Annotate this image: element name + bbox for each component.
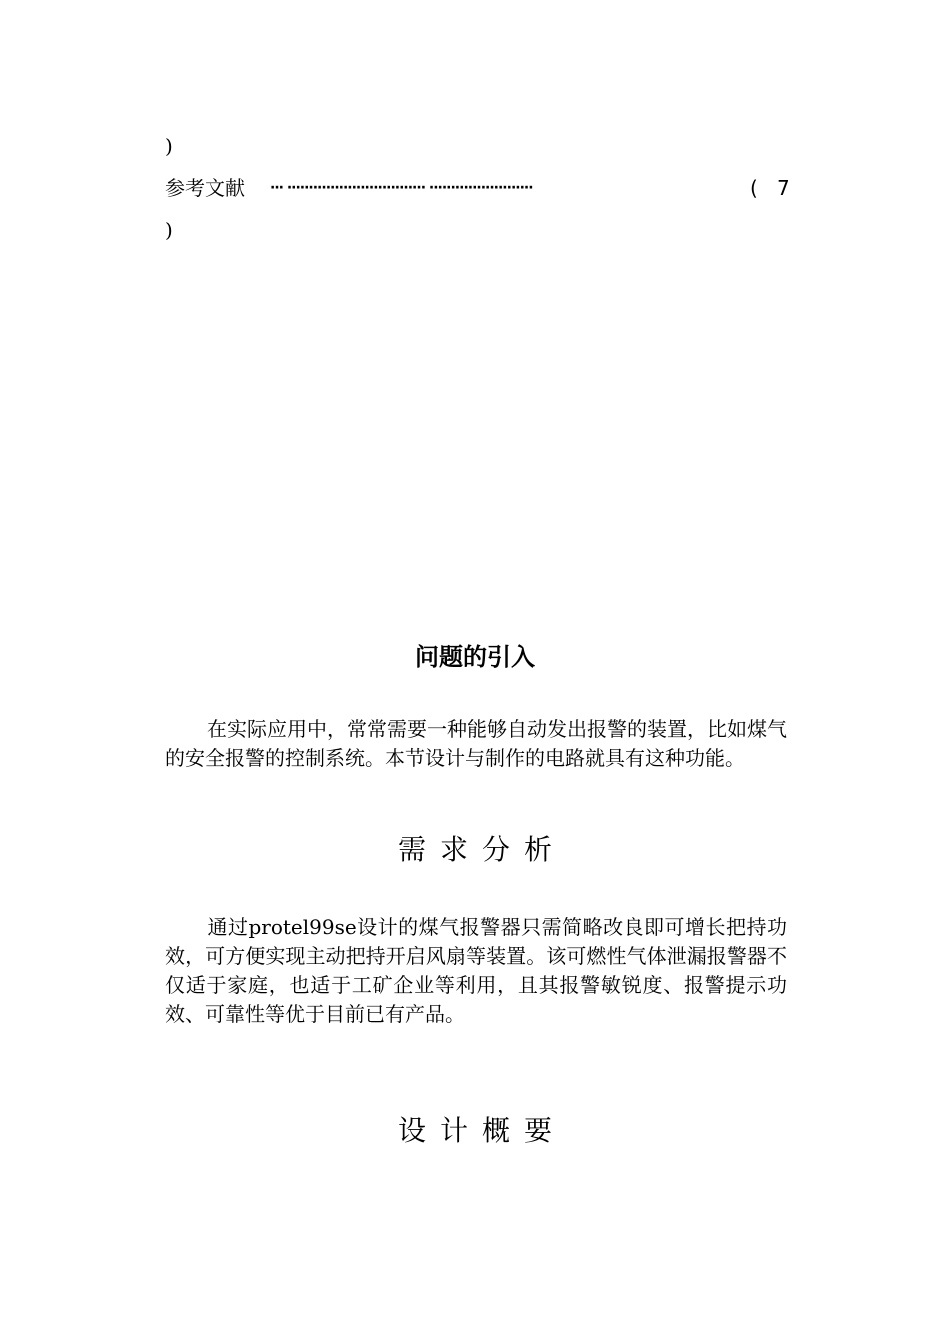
toc-page-number: 7 <box>777 176 790 200</box>
section-body-requirements <box>165 913 787 1029</box>
toc-open-paren: ( <box>750 176 758 200</box>
section-body-introduction-text: 在实际应用中，常常需要一种能够自动发出报警的装置，比如煤气的安全报警的控制系统。本节设计与制作的电路就具有这种功能。 <box>165 717 787 770</box>
toc-entry-references[interactable] <box>165 175 790 201</box>
section-title-design-overview: 设计概要 <box>397 1114 566 1147</box>
section-title-requirements: 需求分析 <box>397 833 566 866</box>
section-title-introduction: 问题的引入 <box>415 643 535 671</box>
toc-close-paren-previous: ) <box>165 134 173 158</box>
toc-close-paren: ) <box>165 218 173 242</box>
toc-entry-label: 参考文献 <box>165 176 245 200</box>
section-body-requirements-text: 通过protel99se设计的煤气报警器只需简略改良即可增长把持功效，可方便实现主动把持开启风扇等装置。该可燃性气体泄漏报警器不仅适于家庭，也适于工矿企业等利用，且其报警敏锐度、报警提示功效、可靠性等优于目前已有产品。 <box>165 915 787 1026</box>
toc-leader-dots: ··· ································ ························ <box>270 180 533 196</box>
section-body-introduction <box>165 715 787 773</box>
